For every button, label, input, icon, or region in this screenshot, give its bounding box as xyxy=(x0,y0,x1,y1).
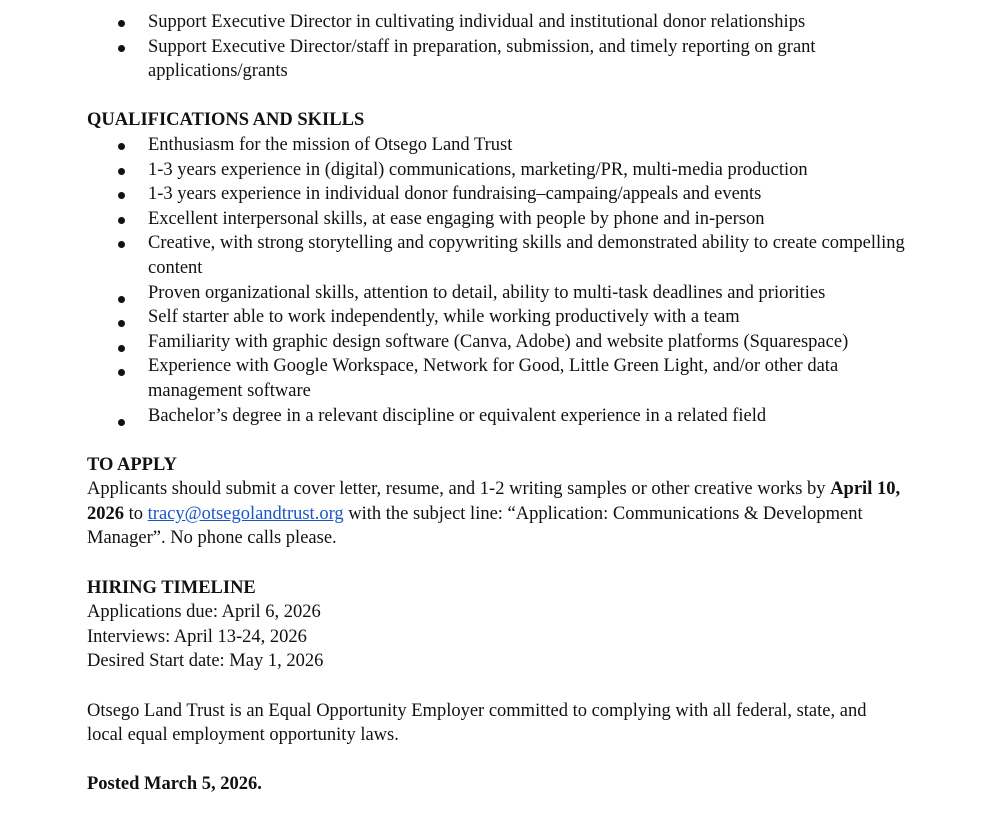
timeline-line: Applications due: April 6, 2026 xyxy=(87,602,321,623)
bullet-icon xyxy=(118,419,125,426)
bullet-icon xyxy=(118,45,125,52)
qualifications-heading: QUALIFICATIONS AND SKILLS xyxy=(87,110,365,131)
posted-date: Posted March 5, 2026. xyxy=(87,774,262,795)
bullet-icon xyxy=(118,320,125,327)
bullet-icon xyxy=(118,217,125,224)
bullet-icon xyxy=(118,20,125,27)
eeo-statement: Otsego Land Trust is an Equal Opportunity Employer committed to complying with all federal, state, and local equal employment opportunity laws. xyxy=(87,700,867,746)
application-deadline: April 10, 2026 xyxy=(87,479,901,524)
list-item: Familiarity with graphic design software (Canva, Adobe) and website platforms (Squarespace) xyxy=(87,330,907,355)
qualifications-list xyxy=(87,133,907,428)
timeline-line: Interviews: April 13-24, 2026 xyxy=(87,626,307,647)
bullet-icon xyxy=(118,345,125,352)
list-item: Excellent interpersonal skills, at ease engaging with people by phone and in-person xyxy=(87,207,907,232)
hiring-timeline-heading: HIRING TIMELINE xyxy=(87,577,256,598)
timeline-line: Desired Start date: May 1, 2026 xyxy=(87,651,324,672)
list-item: Support Executive Director in cultivating individual and institutional donor relationships xyxy=(87,10,907,35)
bullet-icon xyxy=(118,369,125,376)
list-item: 1-3 years experience in (digital) communications, marketing/PR, multi-media production xyxy=(87,158,907,183)
bullet-icon xyxy=(118,143,125,150)
list-item: Creative, with strong storytelling and copywriting skills and demonstrated ability to create compelling content xyxy=(87,231,907,280)
bullet-icon xyxy=(118,296,125,303)
to-apply-paragraph: Applicants should submit a cover letter, resume, and 1-2 writing samples or other creative works by April 10, 2026 to tracy@otsegolandtrust.org with the subject line: “Application: Communications & Development Manager”. No phone calls please. xyxy=(87,479,901,549)
list-item: Bachelor’s degree in a relevant discipline or equivalent experience in a related field xyxy=(87,404,907,429)
intro-bullet-list xyxy=(87,10,907,84)
list-item: Enthusiasm for the mission of Otsego Land Trust xyxy=(87,133,907,158)
document-page xyxy=(87,10,907,797)
list-item: Support Executive Director/staff in preparation, submission, and timely reporting on grant applications/grants xyxy=(87,35,907,84)
to-apply-heading: TO APPLY xyxy=(87,454,177,475)
list-item: Proven organizational skills, attention to detail, ability to multi-task deadlines and priorities xyxy=(87,281,907,306)
list-item: Experience with Google Workspace, Network for Good, Little Green Light, and/or other data management software xyxy=(87,354,907,403)
bullet-icon xyxy=(118,168,125,175)
email-link[interactable]: tracy@otsegolandtrust.org xyxy=(147,503,344,524)
bullet-icon xyxy=(118,241,125,248)
bullet-icon xyxy=(118,192,125,199)
list-item: 1-3 years experience in individual donor fundraising–campaing/appeals and events xyxy=(87,182,907,207)
list-item: Self starter able to work independently, while working productively with a team xyxy=(87,305,907,330)
